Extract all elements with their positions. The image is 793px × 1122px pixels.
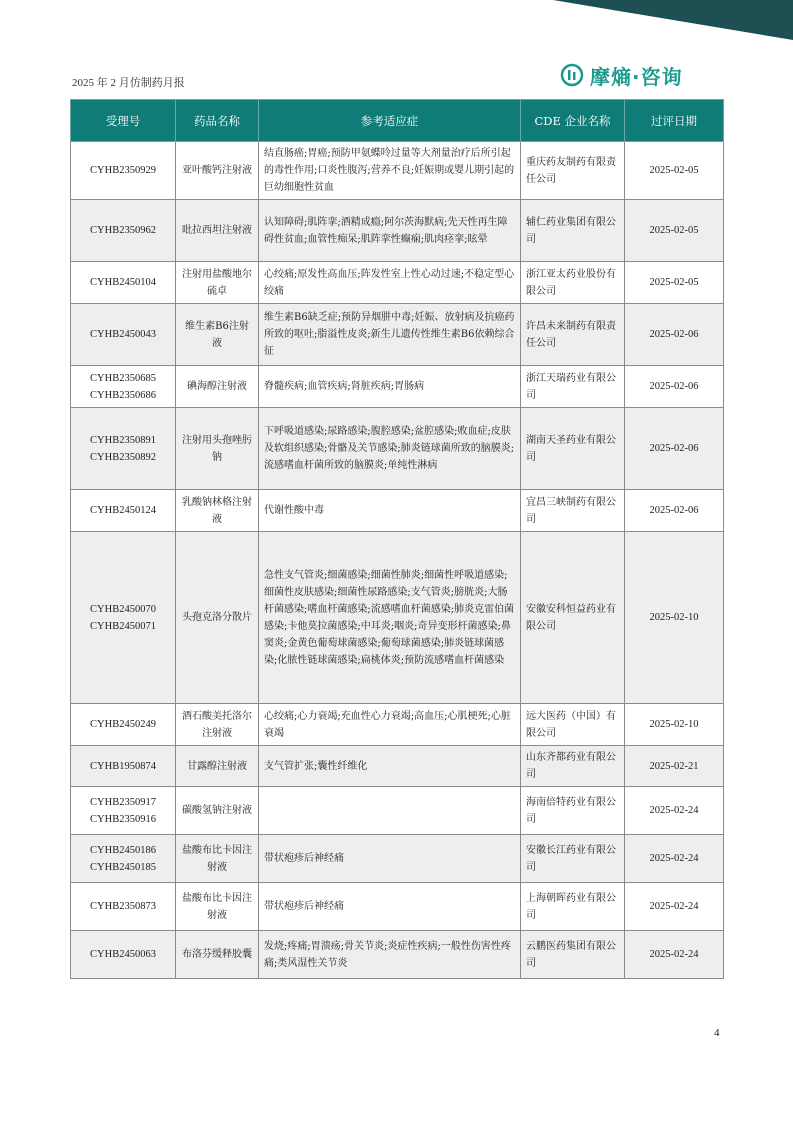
approval-date-cell: 2025-02-24 <box>625 883 724 931</box>
table-row <box>71 490 724 532</box>
page-number: 4 <box>714 1027 720 1039</box>
drug-name-cell: 布洛芬缓释胶囊 <box>176 931 259 979</box>
accession-number: CYHB2350929 <box>90 165 156 176</box>
indication-cell: 带状疱疹后神经痛 <box>259 883 521 931</box>
table-body <box>71 142 724 979</box>
accession-number-cell <box>71 408 176 490</box>
drug-name-cell: 碘海醇注射液 <box>176 366 259 408</box>
indication-cell: 带状疱疹后神经痛 <box>259 835 521 883</box>
drug-name-cell: 碳酸氢钠注射液 <box>176 787 259 835</box>
indication-cell: 脊髓疾病;血管疾病;肾脏疾病;胃肠病 <box>259 366 521 408</box>
company-cell: 上海朝晖药业有限公司 <box>521 883 625 931</box>
accession-number: CYHB2350685 <box>90 372 156 384</box>
drug-name-cell: 乳酸钠林格注射液 <box>176 490 259 532</box>
accession-number-cell <box>71 142 176 200</box>
table-row <box>71 366 724 408</box>
company-cell: 宜昌三峡制药有限公司 <box>521 490 625 532</box>
indication-cell: 发烧;疼痛;胃溃疡;骨关节炎;炎症性疾病;一般性伤害性疼痛;类风湿性关节炎 <box>259 931 521 979</box>
accession-number: CYHB2450071 <box>90 620 156 632</box>
approval-date-cell: 2025-02-24 <box>625 787 724 835</box>
accession-number: CYHB2350962 <box>90 225 156 236</box>
indication-cell: 急性支气管炎;细菌感染;细菌性肺炎;细菌性呼吸道感染;细菌性皮肤感染;细菌性尿路感染;支气管炎;膀胱炎;大肠杆菌感染;嗜血杆菌感染;流感嗜血杆菌感染;肺炎克雷伯菌感染;卡他莫拉菌感染;中耳炎;咽炎;奇异变形杆菌感染;鼻窦炎;金黄色葡萄球菌感染;葡萄球菌感染;肺炎链球菌感染;化脓性链球菌感染;扁桃体炎;预防流感嗜血杆菌感染 <box>259 532 521 704</box>
table-row <box>71 532 724 704</box>
approval-date-cell: 2025-02-10 <box>625 704 724 746</box>
accession-number-cell <box>71 787 176 835</box>
indication-cell: 支气管扩张;囊性纤维化 <box>259 746 521 787</box>
accession-number-cell <box>71 366 176 408</box>
table-row <box>71 883 724 931</box>
table-row <box>71 408 724 490</box>
accession-number-cell <box>71 704 176 746</box>
column-header: 药品名称 <box>176 100 259 142</box>
table-row <box>71 704 724 746</box>
accession-number-cell <box>71 746 176 787</box>
logo-text: 摩熵·咨询 <box>590 64 683 89</box>
company-cell: 云鹏医药集团有限公司 <box>521 931 625 979</box>
company-cell: 湖南天圣药业有限公司 <box>521 408 625 490</box>
table-header-row <box>71 100 724 142</box>
table-row <box>71 200 724 262</box>
accession-number-cell <box>71 490 176 532</box>
approval-date-cell: 2025-02-05 <box>625 262 724 304</box>
approval-date-cell: 2025-02-06 <box>625 490 724 532</box>
accession-number: CYHB2450104 <box>90 277 156 288</box>
brand-logo <box>560 60 683 90</box>
indication-cell: 结直肠癌;胃癌;预防甲氨蝶呤过量等大剂量治疗后所引起的毒性作用;口炎性腹泻;营养不良;妊娠期或婴儿期引起的巨幼细胞性贫血 <box>259 142 521 200</box>
indication-cell: 认知障碍;肌阵挛;酒精成瘾;阿尔茨海默病;先天性再生障碍性贫血;血管性痴呆;肌阵挛性癫痫;肌肉痉挛;眩晕 <box>259 200 521 262</box>
accession-number-cell <box>71 262 176 304</box>
company-cell: 海南倍特药业有限公司 <box>521 787 625 835</box>
approval-date-cell: 2025-02-24 <box>625 931 724 979</box>
accession-number: CYHB2450185 <box>90 861 156 873</box>
report-title: 2025 年 2 月仿制药月报 <box>72 77 185 89</box>
table-row <box>71 746 724 787</box>
drug-name-cell: 甘露醇注射液 <box>176 746 259 787</box>
accession-number: CYHB2350686 <box>90 389 156 401</box>
indication-cell: 下呼吸道感染;尿路感染;腹腔感染;盆腔感染;败血症;皮肤及软组织感染;骨骼及关节感染;肺炎链球菌所致的脑膜炎;流感嗜血杆菌所致的脑膜炎;单纯性淋病 <box>259 408 521 490</box>
drug-name-cell: 头孢克洛分散片 <box>176 532 259 704</box>
drug-name-cell: 注射用盐酸地尔硫卓 <box>176 262 259 304</box>
drug-name-cell: 注射用头孢唑肟钠 <box>176 408 259 490</box>
accession-number-cell <box>71 835 176 883</box>
accession-number: CYHB1950874 <box>90 760 156 772</box>
drug-name-cell: 盐酸布比卡因注射液 <box>176 835 259 883</box>
accession-number-cell <box>71 304 176 366</box>
accession-number: CYHB2350891 <box>90 434 156 446</box>
accession-number: CYHB2450043 <box>90 329 156 340</box>
corner-decoration <box>553 0 793 40</box>
drug-name-cell: 亚叶酸钙注射液 <box>176 142 259 200</box>
column-header: CDE 企业名称 <box>521 100 625 142</box>
company-cell: 辅仁药业集团有限公司 <box>521 200 625 262</box>
company-cell: 安徽长江药业有限公司 <box>521 835 625 883</box>
accession-number: CYHB2450063 <box>90 949 156 960</box>
accession-number-cell <box>71 200 176 262</box>
drug-name-cell: 酒石酸美托洛尔注射液 <box>176 704 259 746</box>
table-row <box>71 142 724 200</box>
accession-number: CYHB2350917 <box>90 796 156 808</box>
accession-number: CYHB2450249 <box>90 719 156 730</box>
approval-date-cell: 2025-02-06 <box>625 304 724 366</box>
company-cell: 远大医药（中国）有限公司 <box>521 704 625 746</box>
accession-number: CYHB2350916 <box>90 813 156 825</box>
table-row <box>71 304 724 366</box>
company-cell: 浙江亚太药业股份有限公司 <box>521 262 625 304</box>
accession-number: CYHB2350873 <box>90 901 156 912</box>
drug-table <box>70 99 724 979</box>
indication-cell <box>259 787 521 835</box>
approval-date-cell: 2025-02-06 <box>625 366 724 408</box>
indication-cell: 心绞痛;心力衰竭;充血性心力衰竭;高血压;心肌梗死;心脏衰竭 <box>259 704 521 746</box>
accession-number-cell <box>71 532 176 704</box>
company-cell: 许昌未来制药有限责任公司 <box>521 304 625 366</box>
drug-name-cell: 吡拉西坦注射液 <box>176 200 259 262</box>
approval-date-cell: 2025-02-24 <box>625 835 724 883</box>
drug-name-cell: 维生素B6注射液 <box>176 304 259 366</box>
approval-date-cell: 2025-02-06 <box>625 408 724 490</box>
company-cell: 浙江天瑞药业有限公司 <box>521 366 625 408</box>
drug-name-cell: 盐酸布比卡因注射液 <box>176 883 259 931</box>
approval-date-cell: 2025-02-21 <box>625 746 724 787</box>
accession-number-cell <box>71 883 176 931</box>
company-cell: 安徽安科恒益药业有限公司 <box>521 532 625 704</box>
accession-number: CYHB2450186 <box>90 844 156 856</box>
indication-cell: 代谢性酸中毒 <box>259 490 521 532</box>
approval-date-cell: 2025-02-05 <box>625 142 724 200</box>
company-cell: 山东齐都药业有限公司 <box>521 746 625 787</box>
table-row <box>71 262 724 304</box>
column-header: 过评日期 <box>625 100 724 142</box>
accession-number: CYHB2350892 <box>90 451 156 463</box>
table-row <box>71 835 724 883</box>
accession-number: CYHB2450070 <box>90 603 156 615</box>
table-row <box>71 787 724 835</box>
logo-icon <box>560 63 584 87</box>
accession-number: CYHB2450124 <box>90 505 156 516</box>
approval-date-cell: 2025-02-10 <box>625 532 724 704</box>
accession-number-cell <box>71 931 176 979</box>
column-header: 受理号 <box>71 100 176 142</box>
company-cell: 重庆药友制药有限责任公司 <box>521 142 625 200</box>
indication-cell: 心绞痛;原发性高血压;阵发性室上性心动过速;不稳定型心绞痛 <box>259 262 521 304</box>
indication-cell: 维生素B6缺乏症;预防异烟肼中毒;妊娠、放射病及抗癌药所致的呕吐;脂溢性皮炎;新生儿遗传性维生素B6依赖综合征 <box>259 304 521 366</box>
approval-date-cell: 2025-02-05 <box>625 200 724 262</box>
table-row <box>71 931 724 979</box>
column-header: 参考适应症 <box>259 100 521 142</box>
